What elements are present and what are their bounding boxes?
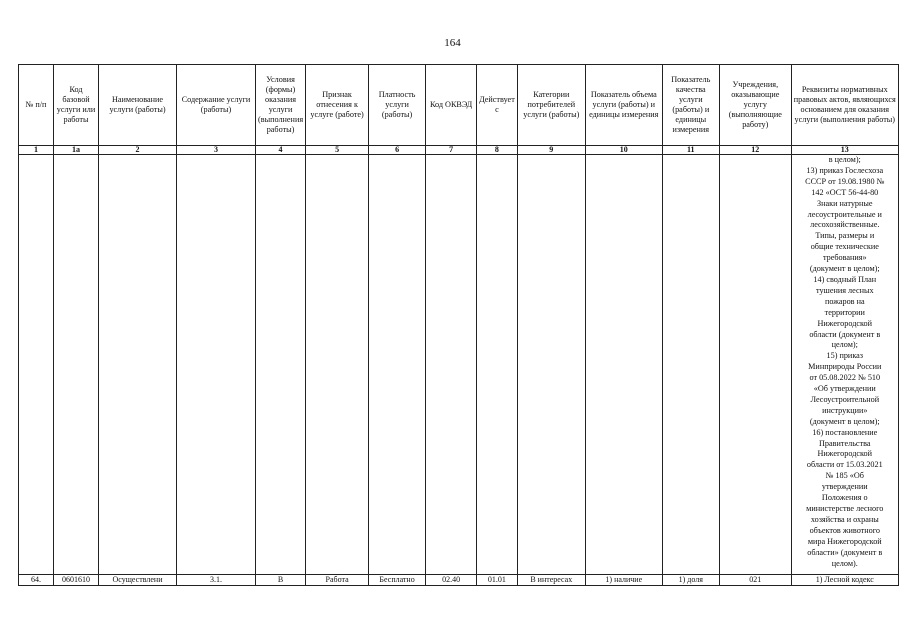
service-name: Осуществлени [99,575,177,586]
legal-acts-line: целом). [831,558,858,568]
legal-acts-line: тушения лесных [815,285,874,295]
legal-acts-line: Нижегородской [817,449,873,459]
legal-acts-line: СССР от 19.08.1980 № [805,176,885,186]
legal-acts-line: 142 «ОСТ 56-44-80 [811,187,879,197]
service-attribute: Работа [306,575,369,586]
legal-acts: 1) Лесной кодекс [791,575,898,586]
empty-cell [585,155,662,575]
column-number: 9 [517,146,585,155]
consumer-category: В интересах [517,575,585,586]
column-number: 11 [662,146,719,155]
column-number: 10 [585,146,662,155]
legal-acts-line: хозяйства и охраны [810,514,879,524]
legal-acts-line: инструкции» [822,405,868,415]
service-conditions: В [256,575,306,586]
base-service-code: 0601610 [54,575,99,586]
legal-acts-line: Лесоустроительной [810,394,880,404]
column-number: 2 [99,146,177,155]
legal-acts-line: Знаки натурные [817,198,873,208]
service-payment: Бесплатно [369,575,426,586]
legal-acts-line: Минприроды России [808,362,882,372]
column-number: 12 [719,146,791,155]
service-content: 3.1. [177,575,256,586]
legal-acts-line: пожаров на [824,296,865,306]
table-row [19,575,899,586]
empty-cell [19,155,54,575]
legal-acts-line: области (документ в [809,329,881,339]
legal-acts-line: 14) сводный План [813,274,877,284]
header-cell: Действует с [477,65,518,146]
header-cell: Признак отнесения к услуге (работе) [306,65,369,146]
empty-cell [99,155,177,575]
header-cell: Учреждения, оказывающие услугу (выполняющие работу) [719,65,791,146]
table-header-row [19,65,899,146]
legal-acts-line: территории [824,307,865,317]
legal-acts-continuation-cell [791,155,898,575]
row-number: 64. [19,575,54,586]
legal-acts-line: Типы, размеры и [815,231,875,241]
column-number: 3 [177,146,256,155]
effective-date: 01.01 [477,575,518,586]
legal-acts-line: Положения о [821,493,868,503]
empty-cell [256,155,306,575]
volume-indicator: 1) наличие [585,575,662,586]
header-cell: № п/п [19,65,54,146]
empty-cell [719,155,791,575]
legal-acts-line: лесоустроительные и [807,209,882,219]
institution-code: 021 [719,575,791,586]
legal-acts-line: от 05.08.2022 № 510 [809,373,881,383]
legal-acts-line: (документ в целом); [809,264,880,274]
legal-acts-line: утверждении [821,482,868,492]
header-cell: Реквизиты нормативных правовых актов, являющихся основанием для оказания услуги (выполнения работы) [791,65,898,146]
legal-acts-line: объектов животного [809,525,880,535]
legal-acts-line: № 185 «Об [825,471,864,481]
empty-cell [54,155,99,575]
legal-acts-line: области от 15.03.2021 [806,460,883,470]
header-cell: Код базовой услуги или работы [54,65,99,146]
legal-acts-line: общие технические [810,242,879,252]
header-cell: Содержание услуги (работы) [177,65,256,146]
page-number: 164 [444,37,461,49]
legal-acts-line: «Об утверждении [813,384,876,394]
empty-cell [426,155,477,575]
column-number: 4 [256,146,306,155]
header-cell: Код ОКВЭД [426,65,477,146]
column-number: 5 [306,146,369,155]
legal-acts-line: 16) постановление [812,427,878,437]
column-numbers-row [19,146,899,155]
empty-cell [477,155,518,575]
legal-acts-line: министерстве лесного [806,504,884,513]
empty-cell [177,155,256,575]
column-number: 1 [19,146,54,155]
legal-acts-line: (документ в целом); [809,416,880,426]
header-cell: Категории потребителей услуги (работы) [517,65,585,146]
legal-acts-line: целом); [831,340,858,350]
legal-acts-line: 15) приказ [826,351,864,361]
legal-acts-line: 13) приказ Гослесхоза [806,165,884,175]
header-cell: Показатель объема услуги (работы) и единицы измерения [585,65,662,146]
column-number: 6 [369,146,426,155]
quality-indicator: 1) доля [662,575,719,586]
empty-cell [306,155,369,575]
header-cell: Наименование услуги (работы) [99,65,177,146]
header-cell: Показатель качества услуги (работы) и единицы измерения [662,65,719,146]
legal-acts-line: мира Нижегородской [807,536,882,546]
column-number: 7 [426,146,477,155]
okved-code: 02.40 [426,575,477,586]
column-number: 1а [54,146,99,155]
legal-acts-line: Правительства [819,438,871,448]
legal-acts-line: лесохозяйственные. [810,220,880,230]
empty-cell [662,155,719,575]
continuation-row [19,155,899,575]
header-cell: Платность услуги (работы) [369,65,426,146]
header-cell: Условия (формы) оказания услуги (выполнения работы) [256,65,306,146]
column-number: 8 [477,146,518,155]
legal-acts-line: в целом); [828,155,861,164]
legal-acts-line: требования» [822,253,867,263]
services-registry-table [18,64,899,586]
empty-cell [369,155,426,575]
column-number: 13 [791,146,898,155]
empty-cell [517,155,585,575]
legal-acts-line: Нижегородской [817,318,873,328]
legal-acts-line: области» (документ в [807,547,883,557]
